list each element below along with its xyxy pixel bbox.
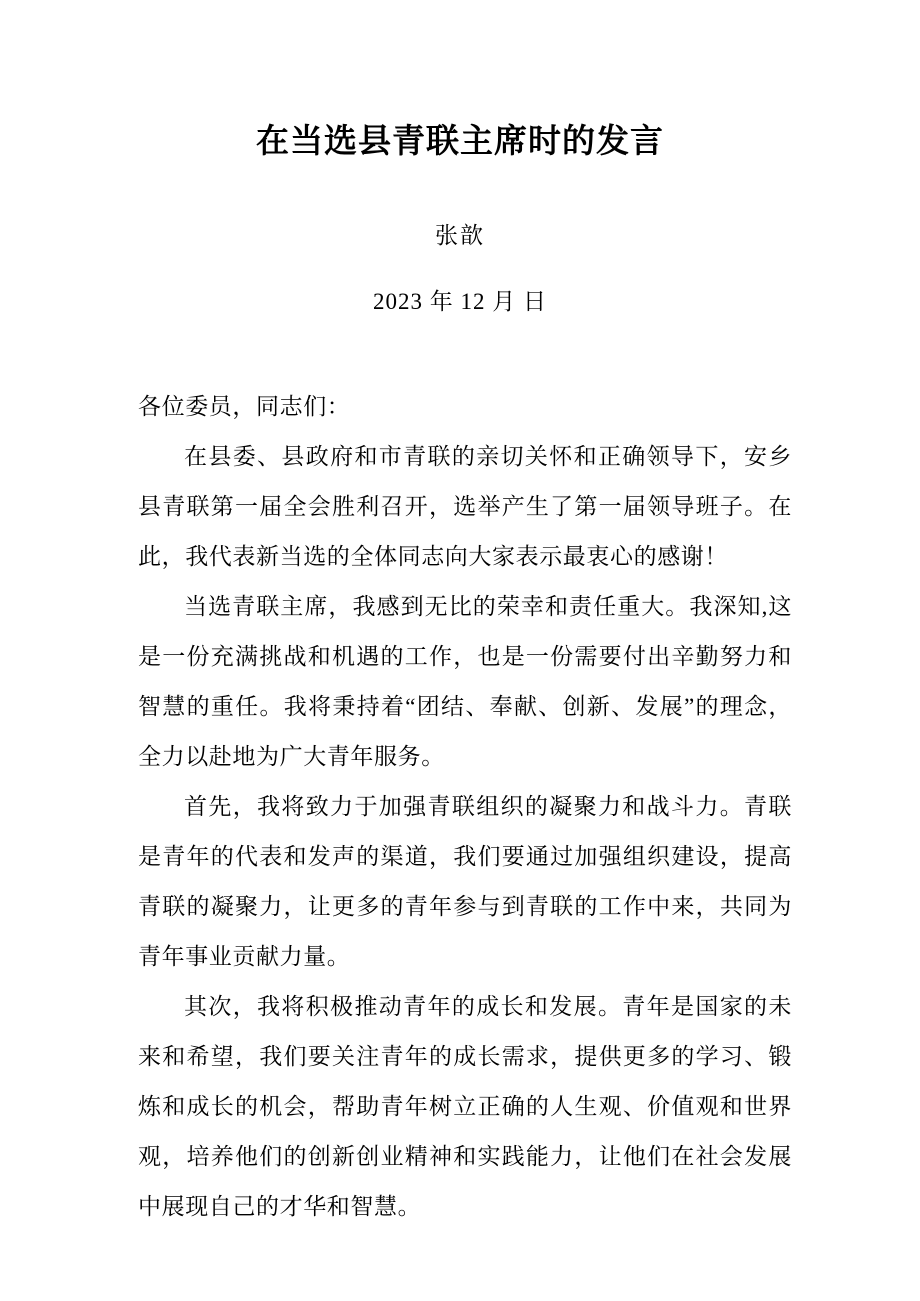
paragraph-2: 当选青联主席，我感到无比的荣幸和责任重大。我深知,这是一份充满挑战和机遇的工作，也是一份需要付出辛勤努力和智慧的重任。我将秉持着“团结、奉献、创新、发展”的理念，全力以赴地为广大青年服务。 [138,594,792,770]
paragraph-1: 在县委、县政府和市青联的亲切关怀和正确领导下，安乡县青联第一届全会胜利召开，选举产生了第一届领导班子。在此，我代表新当选的全体同志向大家表示最衷心的感谢！ [138,444,792,570]
date-line: 2023 年 12 月 日 [373,289,547,315]
paragraph-4: 其次，我将积极推动青年的成长和发展。青年是国家的未来和希望，我们要关注青年的成长需求，提供更多的学习、锻炼和成长的机会，帮助青年树立正确的人生观、价值观和世界观，培养他们的创新创业精神和实践能力，让他们在社会发展中展现自己的才华和智慧。 [138,994,792,1220]
document-title: 在当选县青联主席时的发言 [256,122,664,159]
salutation-line: 各位委员，同志们： [138,394,351,420]
author-line: 张歆 [435,223,485,249]
document-body [138,382,792,1232]
paragraph-3: 首先，我将致力于加强青联组织的凝聚力和战斗力。青联是青年的代表和发声的渠道，我们要通过加强组织建设，提高青联的凝聚力，让更多的青年参与到青联的工作中来，共同为青年事业贡献力量。 [138,794,792,970]
